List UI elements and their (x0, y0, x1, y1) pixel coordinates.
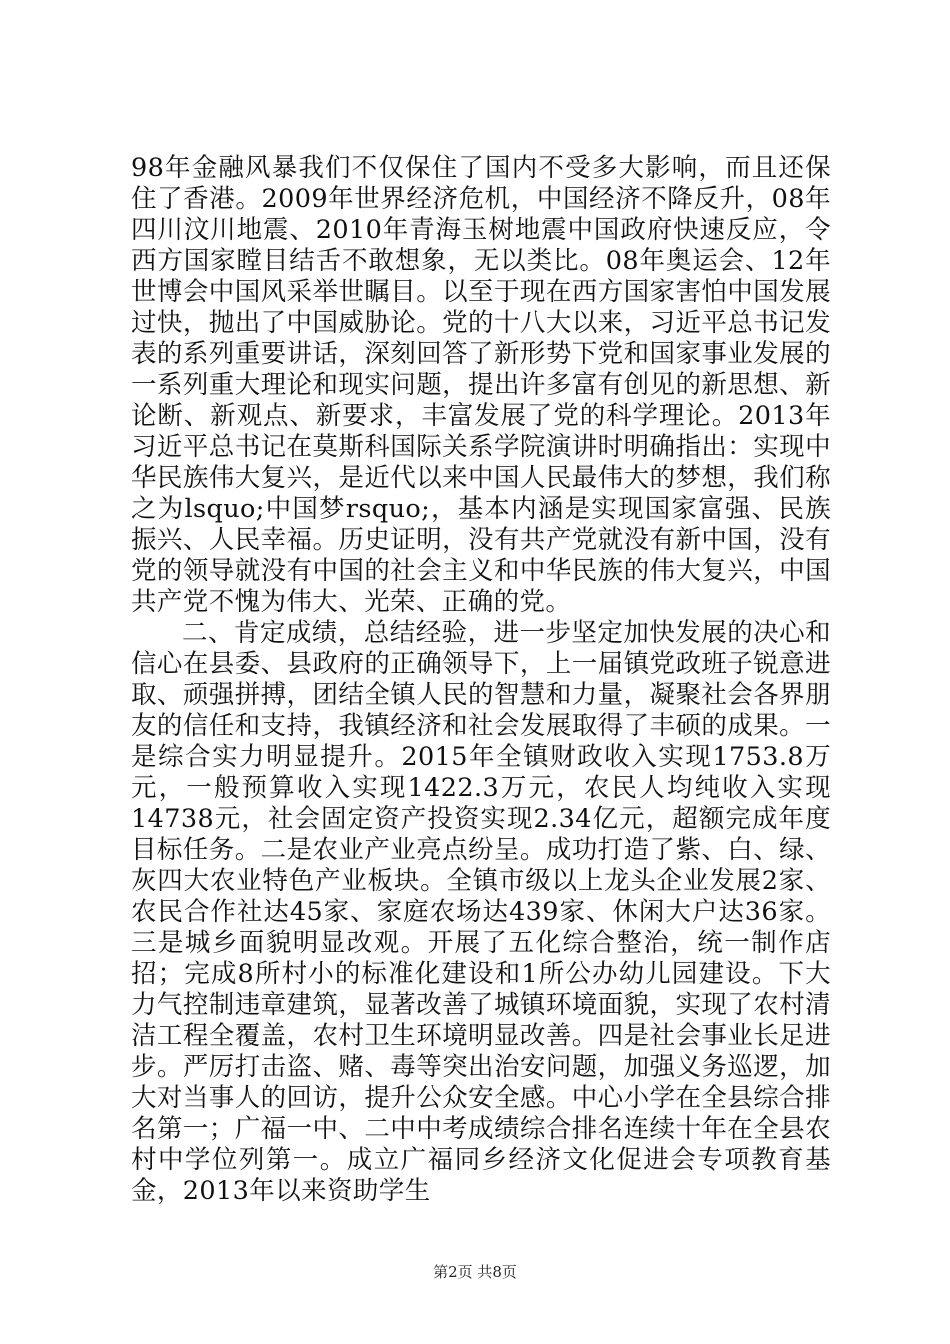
paragraph-section-two: 二、肯定成绩，总结经验，进一步坚定加快发展的决心和信心在县委、县政府的正确领导下，上一届镇党政班子锐意进取、顽强拼搏，团结全镇人民的智慧和力量，凝聚社会各界朋友的信任和支持，我镇经济和社会发展取得了丰硕的成果。一是综合实力明显提升。2015年全镇财政收入实现1753.8万元，一般预算收入实现1422.3万元，农民人均纯收入实现14738元，社会固定资产投资实现2.34亿元，超额完成年度目标任务。二是农业产业亮点纷呈。成功打造了紫、白、绿、灰四大农业特色产业板块。全镇市级以上龙头企业发展2家、农民合作社达45家、家庭农场达439家、休闲大户达36家。三是城乡面貌明显改观。开展了五化综合整治，统一制作店招；完成8所村小的标准化建设和1所公办幼儿园建设。下大力气控制违章建筑，显著改善了城镇环境面貌，实现了农村清洁工程全覆盖，农村卫生环境明显改善。四是社会事业长足进步。严厉打击盗、赌、毒等突出治安问题，加强义务巡逻，加大对当事人的回访，提升公众安全感。中心小学在全县综合排名第一；广福一中、二中中考成绩综合排名连续十年在全县农村中学位列第一。成立广福同乡经济文化促进会专项教育基金，2013年以来资助学生 (131, 618, 831, 1206)
paragraph-continuation: 98年金融风暴我们不仅保住了国内不受多大影响，而且还保住了香港。2009年世界经济危机，中国经济不降反升，08年四川汶川地震、2010年青海玉树地震中国政府快速反应，令西方国家瞠目结舌不敢想象，无以类比。08年奥运会、12年世博会中国风采举世瞩目。以至于现在西方国家害怕中国发展过快，抛出了中国威胁论。党的十八大以来，习近平总书记发表的系列重要讲话，深刻回答了新形势下党和国家事业发展的一系列重大理论和现实问题，提出许多富有创见的新思想、新论断、新观点、新要求，丰富发展了党的科学理论。2013年习近平总书记在莫斯科国际关系学院演讲时明确指出：实现中华民族伟大复兴，是近代以来中国人民最伟大的梦想，我们称之为lsquo;中国梦rsquo;，基本内涵是实现国家富强、民族振兴、人民幸福。历史证明，没有共产党就没有新中国，没有党的领导就没有中国的社会主义和中华民族的伟大复兴，中国共产党不愧为伟大、光荣、正确的党。 (131, 153, 831, 617)
document-body (131, 153, 831, 1207)
page-number-footer: 第2页 共8页 (433, 1263, 517, 1281)
